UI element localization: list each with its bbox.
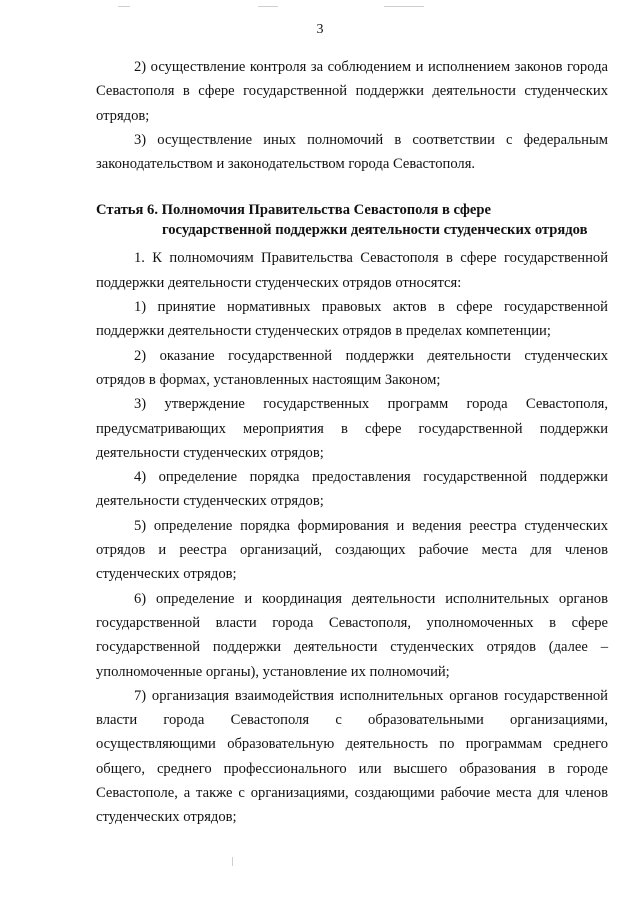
article-6-item-5: 5) определение порядка формирования и ведения реестра студенческих отрядов и реестра организаций, создающих рабочие места для членов студенческих отрядов; — [96, 517, 608, 583]
article-6-item-7: 7) организация взаимодействия исполнительных органов государственной власти города Севастополя с образовательными организациями, осуществляющими образовательную деятельность по программам среднего общего, среднего профессионального или высшего образования в городе Севастополе, а также с организациями, создающими рабочие места для членов студенческих отрядов; — [96, 687, 608, 826]
scan-mark-bottom — [232, 857, 233, 866]
article-6-part-1-intro: 1. К полномочиям Правительства Севастополя в сфере государственной поддержки деятельности студенческих отрядов относятся: — [96, 250, 608, 291]
document-body — [96, 55, 608, 830]
scan-mark-top-middle — [258, 6, 278, 7]
article-6-item-4: 4) определение порядка предоставления государственной поддержки деятельности студенческих отрядов; — [96, 469, 608, 510]
article-6-item-2: 2) оказание государственной поддержки деятельности студенческих отрядов в формах, установленных настоящим Законом; — [96, 347, 608, 388]
scan-mark-top-right — [384, 6, 424, 7]
article-heading-line1: Статья 6. Полномочия Правительства Севастополя в сфере — [96, 202, 491, 219]
article-6-item-6: 6) определение и координация деятельности исполнительных органов государственной власти города Севастополя, уполномоченных в сфере государственной поддержки деятельности студенческих отрядов (далее – уполномоченные органы), установление их полномочий; — [96, 590, 608, 680]
article-6-item-1: 1) принятие нормативных правовых актов в сфере государственной поддержки деятельности студенческих отрядов в пределах компетенции; — [96, 299, 608, 340]
paragraph-item-3: 3) осуществление иных полномочий в соответствии с федеральным законодательством и законодательством города Севастополя. — [96, 131, 608, 173]
page-number: 3 — [316, 22, 324, 37]
article-6-heading — [96, 200, 608, 240]
paragraph-item-2: 2) осуществление контроля за соблюдением и исполнением законов города Севастополя в сфере государственной поддержки деятельности студенческих отрядов; — [96, 59, 608, 124]
scan-mark-top-left — [118, 6, 130, 7]
article-heading-line2: государственной поддержки деятельности студенческих отрядов — [162, 222, 588, 239]
article-6-item-3: 3) утверждение государственных программ города Севастополя, предусматривающих мероприятия в сфере государственной поддержки деятельности студенческих отрядов; — [96, 396, 608, 461]
